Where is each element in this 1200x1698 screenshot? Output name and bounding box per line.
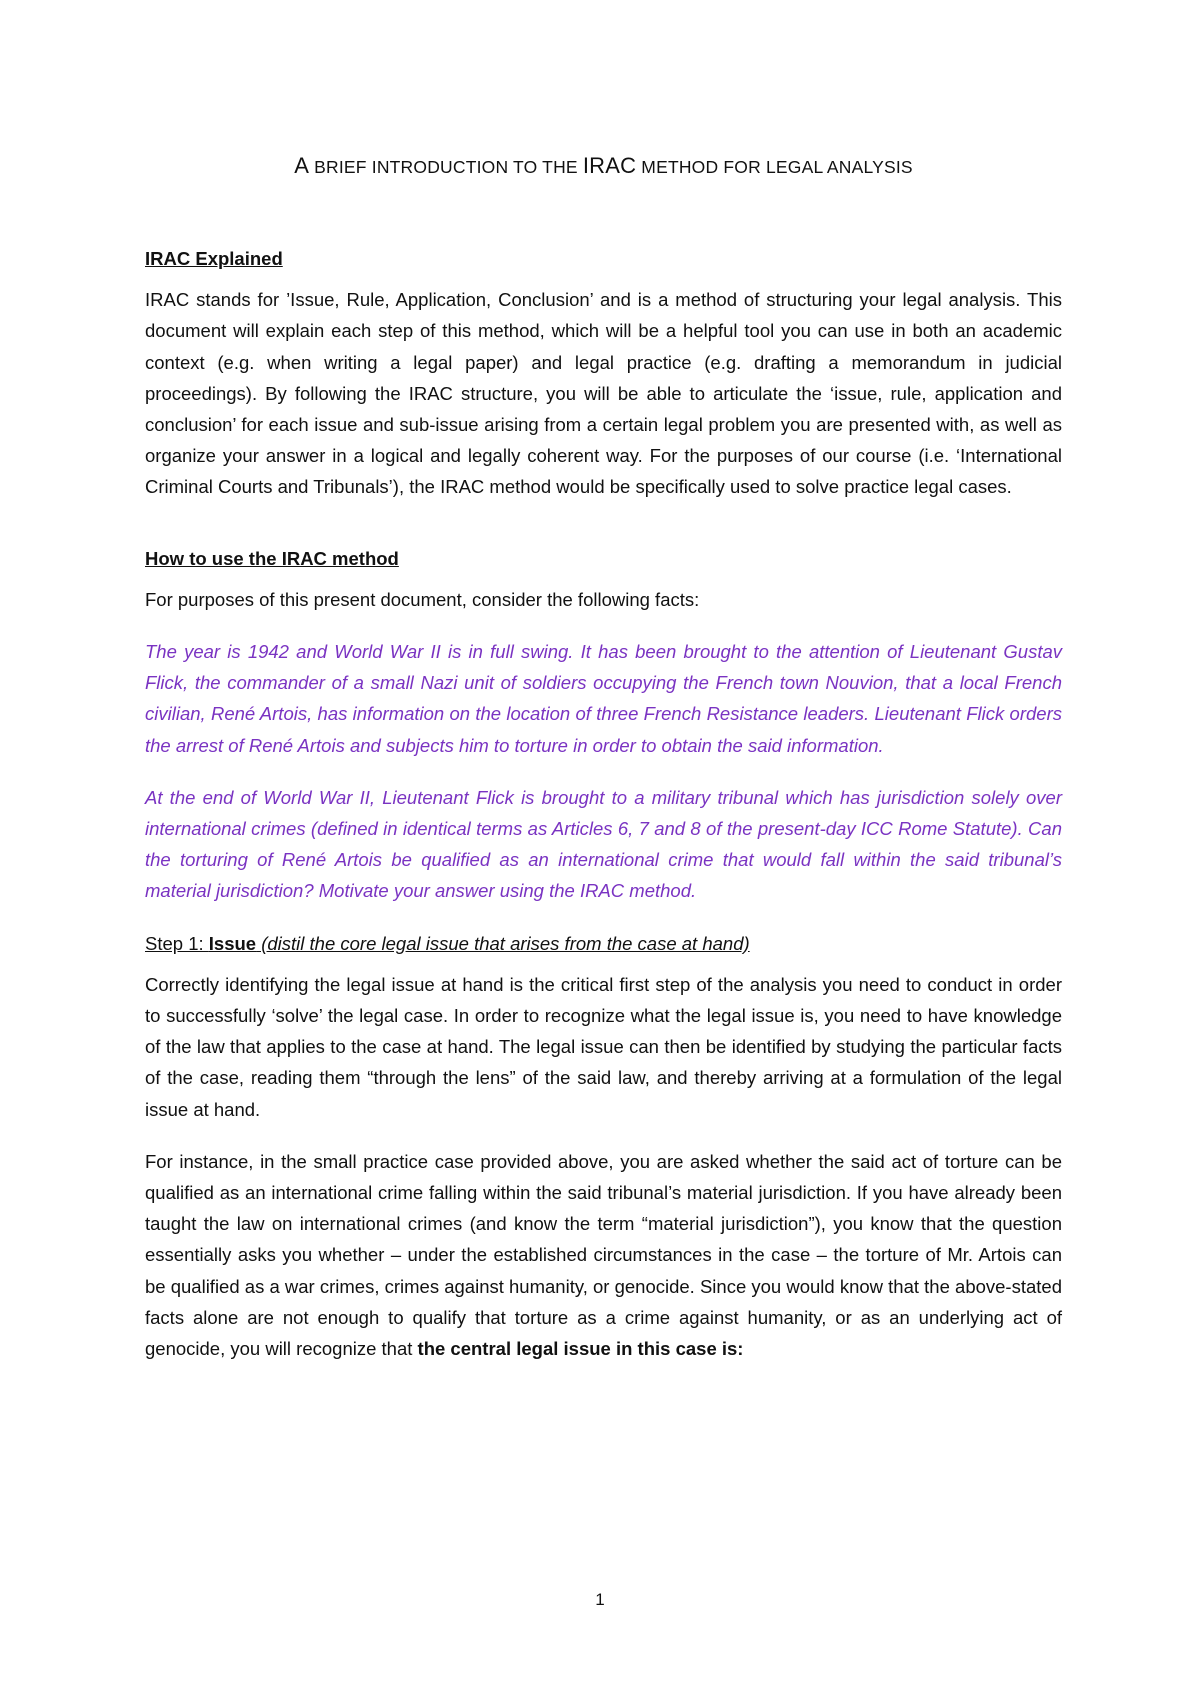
- document-title: [145, 150, 1062, 183]
- facts-intro-paragraph: For purposes of this present document, consider the following facts:: [145, 588, 700, 610]
- step-1-description: (distil the core legal issue that arises from the case at hand): [256, 932, 750, 954]
- issue-paragraph-1: Correctly identifying the legal issue at hand is the critical first step of the analysis you need to conduct in order to successfully ‘solve’ the legal case. In order to recognize what the legal issue is, you need to have knowledge of the law that applies to the case at hand. The legal issue can then be identified by studying the particular facts of the case, reading them “through the lens” of the said law, and thereby arriving at a formulation of the legal issue at hand.: [145, 973, 1062, 1120]
- central-legal-issue-emphasis: the central legal issue in this case is:: [417, 1338, 744, 1360]
- title-initial: A: [294, 153, 310, 178]
- section-heading-how-to-use: How to use the IRAC method: [145, 547, 399, 569]
- case-facts-paragraph-1: The year is 1942 and World War II is in full swing. It has been brought to the attention of Lieutenant Gustav Flick, the commander of a small Nazi unit of soldiers occupying the French town Nouvion, that a local French civilian, René Artois, has information on the location of three French Resistance leaders. Lieutenant Flick orders the arrest of René Artois and subjects him to torture in order to obtain the said information.: [145, 641, 1062, 756]
- section-heading-irac-explained: IRAC Explained: [145, 248, 283, 269]
- case-facts-paragraph-2: At the end of World War II, Lieutenant Flick is brought to a military tribunal which has jurisdiction solely over international crimes (defined in identical terms as Articles 6, 7 and 8 of the present-day ICC Rome Statute). Can the torturing of René Artois be qualified as an international crime that would fall within the said tribunal’s material jurisdiction? Motivate your answer using the IRAC method.: [145, 786, 1062, 902]
- title-part-1: BRIEF INTRODUCTION TO THE: [309, 157, 583, 177]
- issue-paragraph-2: [145, 1146, 1062, 1364]
- page-number: 1: [595, 1590, 605, 1609]
- step-1-title: Issue: [208, 932, 257, 954]
- title-part-2: METHOD FOR LEGAL ANALYSIS: [636, 157, 913, 177]
- irac-explained-paragraph: IRAC stands for ’Issue, Rule, Application, Conclusion’ and is a method of structuring your legal analysis. This document will explain each step of this method, which will be a helpful tool you can use in both an academic context (e.g. when writing a legal paper) and legal practice (e.g. drafting a memorandum in judicial proceedings). By following the IRAC structure, you will be able to articulate the ‘issue, rule, application and conclusion’ for each issue and sub-issue arising from a certain legal problem you are presented with, as well as organize your answer in a logical and legally coherent way. For the purposes of our course (i.e. ‘International Criminal Courts and Tribunals’), the IRAC method would be specifically used to solve practice legal cases.: [145, 289, 1062, 498]
- document-body: [145, 150, 1062, 1385]
- issue-paragraph-2-text: For instance, in the small practice case provided above, you are asked whether the said act of torture can be qualified as an international crime falling within the said tribunal’s material jurisdiction. If you have already been taught the law on international crimes (and know the term “material jurisdiction”), you know that the question essentially asks you whether – under the established circumstances in the case – the torture of Mr. Artois can be qualified as a war crimes, crimes against humanity, or genocide. Since you would know that the above-stated facts alone are not enough to qualify that torture as a crime against humanity, or as an underlying act of genocide, you will recognize that: [145, 1150, 1062, 1360]
- title-irac: IRAC: [582, 153, 637, 178]
- step-1-heading: [145, 928, 1062, 959]
- step-1-prefix: Step 1:: [145, 932, 209, 954]
